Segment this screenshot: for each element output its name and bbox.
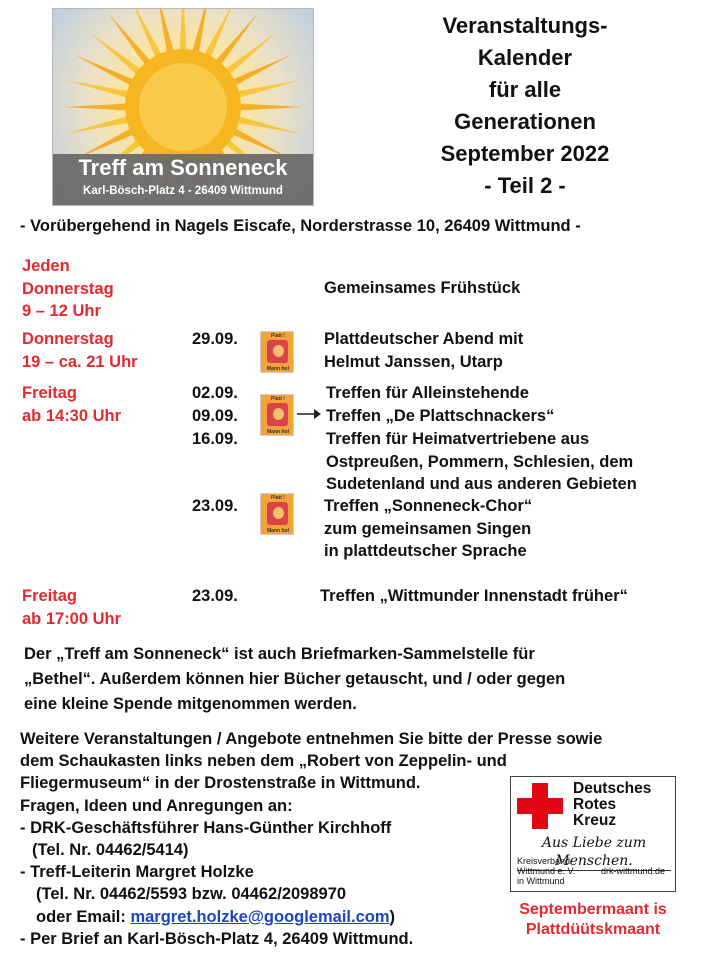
when-line: Donnerstag (22, 330, 114, 348)
event-date: 16.09. (192, 430, 238, 448)
location-subheading: - Vorübergehend in Nagels Eiscafe, Norderstrasse 10, 26409 Wittmund - (20, 217, 581, 235)
drk-branch-line: Kreisverband (517, 856, 571, 866)
when-line: Jeden (22, 257, 70, 275)
event-title: Treffen für Alleinstehende (326, 384, 529, 402)
event-description (324, 328, 523, 373)
when-line: ab 17:00 Uhr (22, 609, 122, 628)
info-paragraph (24, 642, 565, 717)
contact-phone: (Tel. Nr. 04462/5593 bzw. 04462/2098970 (36, 885, 347, 904)
contact-address: - Per Brief an Karl-Bösch-Platz 4, 26409 Wittmund. (20, 929, 414, 948)
event-title: Treffen „Wittmunder Innenstadt früher“ (320, 587, 628, 605)
when-line: 19 – ca. 21 Uhr (22, 352, 138, 371)
contact-line: Fragen, Ideen und Anregungen an: (20, 796, 293, 815)
drk-branch-line: Wittmund e. V. (517, 866, 576, 876)
arrow-right-icon (296, 408, 322, 420)
title-line: September 2022 (440, 141, 610, 166)
email-suffix: ) (389, 907, 396, 926)
desc-line: in plattdeutscher Sprache (324, 542, 527, 560)
motto-line: Plattdüütskmaant (525, 921, 661, 938)
email-link[interactable]: margret.holzke@googlemail.com (130, 907, 390, 926)
drk-name-line: Deutsches (573, 780, 652, 797)
logo-address: Karl-Bösch-Platz 4 - 26409 Wittmund (83, 185, 283, 197)
event-date: 23.09. (192, 587, 238, 605)
badge-top-label: Platt ! (271, 396, 285, 402)
contact-phone: (Tel. Nr. 04462/5414) (32, 841, 189, 860)
event-description (324, 495, 532, 563)
badge-top-label: Platt ! (271, 495, 285, 501)
platt-badge-icon (260, 331, 294, 373)
desc-line: Ostpreußen, Pommern, Schlesien, dem (326, 452, 634, 471)
desc-line: zum gemeinsamen Singen (324, 519, 532, 538)
event-when (22, 382, 121, 427)
drk-name (573, 781, 651, 829)
drk-branch-line: in Wittmund (517, 876, 565, 886)
title-line: Generationen (454, 109, 596, 134)
drk-website: drk-wittmund.de (601, 866, 666, 876)
desc-line: Treffen „Sonneneck-Chor“ (324, 497, 533, 515)
page-title (400, 10, 650, 202)
badge-bottom-label: Mann hol (267, 429, 289, 435)
event-description (326, 428, 637, 496)
title-line: Kalender (477, 45, 573, 70)
drk-name-line: Kreuz (573, 812, 617, 829)
contact-line: Weitere Veranstaltungen / Angebote entnehmen Sie bitte der Presse sowie (20, 730, 603, 748)
drk-branch (517, 856, 575, 886)
event-date: 09.09. (192, 407, 238, 425)
event-when (22, 255, 114, 323)
red-cross-icon (517, 783, 563, 829)
platt-badge-icon (260, 394, 294, 436)
drk-slogan: Aus Liebe zum Menschen. (517, 834, 671, 871)
drk-name-line: Rotes (573, 796, 617, 813)
badge-top-label: Platt ! (271, 333, 285, 339)
logo-title: Treff am Sonneneck (78, 155, 288, 180)
event-when (22, 585, 121, 630)
desc-line: Treffen für Heimatvertriebene aus (326, 430, 590, 448)
motto (500, 900, 686, 940)
when-line: Freitag (22, 587, 78, 605)
when-line: ab 14:30 Uhr (22, 406, 122, 425)
when-line: Freitag (22, 384, 78, 402)
contact-person: - DRK-Geschäftsführer Hans-Günther Kirchhoff (20, 818, 392, 837)
platt-badge-icon (260, 493, 294, 535)
desc-line: Sudetenland und aus anderen Gebieten (326, 475, 637, 493)
event-date: 02.09. (192, 384, 238, 402)
event-title: Gemeinsames Frühstück (324, 279, 521, 297)
title-line: für alle (488, 77, 562, 102)
when-line: Donnerstag (22, 279, 114, 298)
when-line: 9 – 12 Uhr (22, 302, 101, 320)
title-line: - Teil 2 - (484, 173, 566, 198)
contact-line: Fliegermuseum“ in der Drostenstraße in Wittmund. (20, 774, 421, 793)
badge-bottom-label: Mann hol (267, 528, 289, 534)
info-line: Der „Treff am Sonneneck“ ist auch Briefmarken-Sammelstelle für (24, 645, 535, 663)
email-prefix: oder Email: (36, 907, 131, 926)
title-line: Veranstaltungs- (442, 13, 608, 38)
motto-line: Septembermaant is (519, 901, 667, 918)
contact-line: dem Schaukasten links neben dem „Robert von Zeppelin- und (20, 752, 507, 771)
desc-line: Helmut Janssen, Utarp (324, 352, 503, 371)
treff-logo (52, 8, 314, 206)
info-line: eine kleine Spende mitgenommen werden. (24, 695, 357, 713)
desc-line: Plattdeutscher Abend mit (324, 330, 524, 348)
event-date: 29.09. (192, 330, 238, 348)
badge-bottom-label: Mann hol (267, 366, 289, 372)
contact-person: - Treff-Leiterin Margret Holzke (20, 863, 254, 882)
drk-logo (510, 776, 676, 892)
event-title: Treffen „De Plattschnackers“ (326, 407, 555, 425)
event-date: 23.09. (192, 497, 238, 515)
info-line: „Bethel“. Außerdem können hier Bücher getauscht, und / oder gegen (24, 670, 566, 688)
event-when (22, 328, 138, 373)
